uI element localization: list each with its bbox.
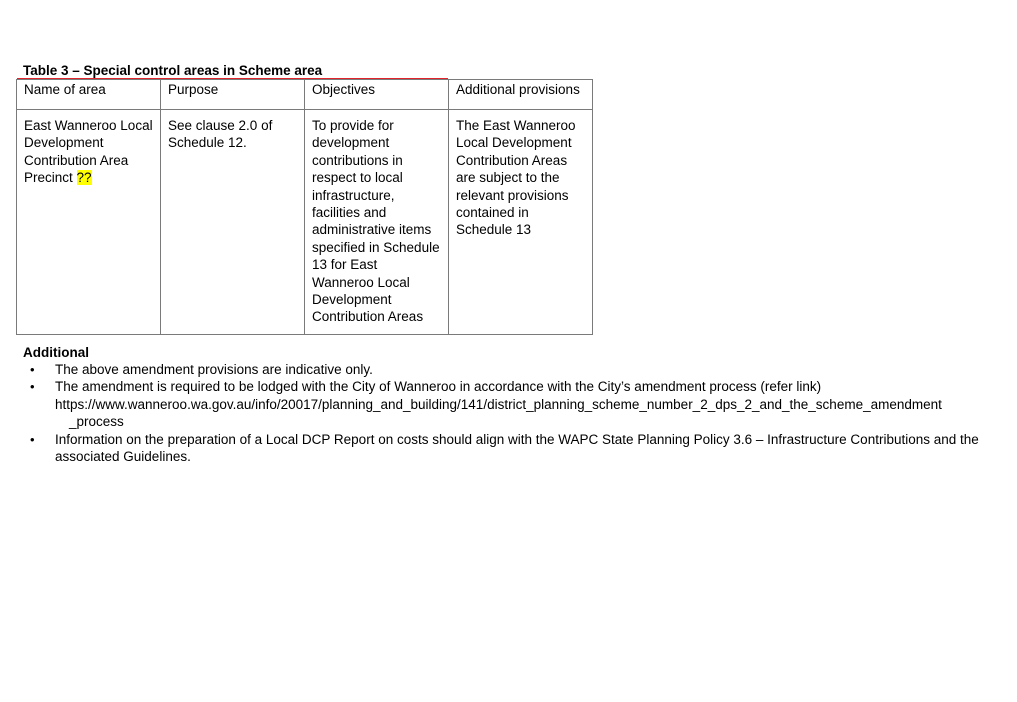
- list-item: [24, 431, 984, 466]
- special-control-areas-table: [16, 79, 593, 335]
- precinct-placeholder-highlight: ??: [76, 170, 92, 186]
- table-row: [17, 110, 593, 335]
- additional-notes-list: [24, 361, 984, 465]
- amendment-process-link-continued[interactable]: _process: [69, 414, 124, 430]
- cell-purpose: See clause 2.0 of Schedule 12.: [161, 110, 305, 335]
- note-text: The amendment is required to be lodged with the City of Wanneroo in accordance with the City’s amendment process (refer link): [55, 379, 822, 395]
- header-objectives: Objectives: [305, 80, 449, 110]
- note-text: Information on the preparation of a Local DCP Report on costs should align with the WAPC State Planning Policy 3.6 – Infrastructure Contributions and the associated Guidelines.: [55, 431, 979, 465]
- bullet-icon: •: [30, 362, 35, 377]
- cell-additional-provisions: The East Wanneroo Local Development Contribution Areas are subject to the relevant provisions contained in Schedule 13: [449, 110, 593, 335]
- cell-objectives: To provide for development contributions in respect to local infrastructure, facilities and administrative items specified in Schedule 13 for East Wanneroo Local Development Contribution Areas: [305, 110, 449, 335]
- table-header-row: [17, 80, 593, 110]
- list-item: [24, 361, 984, 378]
- header-name-of-area: Name of area: [17, 80, 161, 110]
- header-purpose: Purpose: [161, 80, 305, 110]
- list-item: [24, 378, 984, 430]
- cell-name-of-area: [17, 110, 161, 335]
- table-title: Table 3 – Special control areas in Scheme area: [23, 63, 323, 78]
- area-name-text: East Wanneroo Local Development Contribution Area Precinct: [24, 118, 153, 186]
- note-text: The above amendment provisions are indicative only.: [55, 362, 373, 377]
- amendment-process-link[interactable]: https://www.wanneroo.wa.gov.au/info/20017/planning_and_building/141/district_planning_scheme_number_2_dps_2_and_the_scheme_amendment: [55, 396, 942, 412]
- header-additional-provisions: Additional provisions: [449, 80, 593, 110]
- additional-heading: Additional: [23, 345, 89, 360]
- bullet-icon: •: [30, 379, 35, 395]
- bullet-icon: •: [30, 431, 35, 447]
